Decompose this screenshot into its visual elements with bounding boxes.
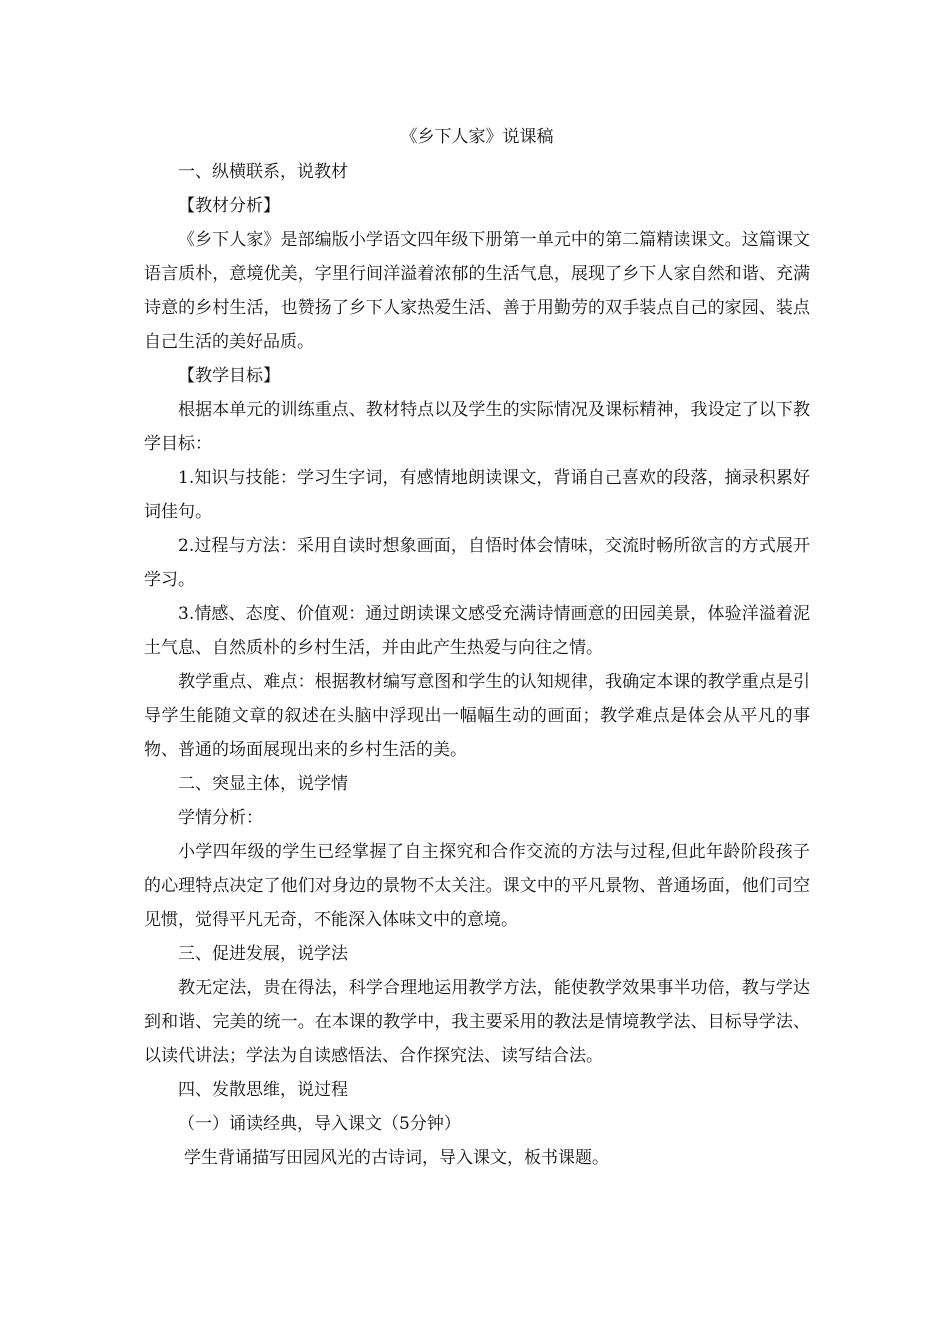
paragraph-textbook-analysis: 《乡下人家》是部编版小学语文四年级下册第一单元中的第二篇精读课文。这篇课文语言质朴，意境优美，字里行间洋溢着浓郁的生活气息，展现了乡下人家自然和谐、充满诗意的乡村生活，也赞扬了乡下人家热爱生活、善于用勤劳的双手装点自己的家园、装点自己生活的美好品质。 (144, 230, 810, 352)
section-heading-methods: 三、促进发展，说学法 (178, 944, 348, 964)
subheading-textbook-analysis: 【教材分析】 (178, 196, 280, 216)
section-heading-process: 四、发散思维，说过程 (178, 1080, 348, 1100)
paragraph-goal-process: 2.过程与方法：采用自读时想象画面，自悟时体会情味，交流时畅所欲言的方式展开学习。 (144, 536, 810, 590)
paragraph-goals-intro: 根据本单元的训练重点、教材特点以及学生的实际情况及课标精神，我设定了以下教学目标： (144, 400, 810, 454)
subheading-process-step-1: （一）诵读经典，导入课文（5分钟） (178, 1114, 461, 1134)
paragraph-goal-knowledge: 1.知识与技能：学习生字词，有感情地朗读课文，背诵自己喜欢的段落，摘录积累好词佳句。 (144, 468, 810, 522)
paragraph-student-analysis: 小学四年级的学生已经掌握了自主探究和合作交流的方法与过程,但此年龄阶段孩子的心理特点决定了他们对身边的景物不太关注。课文中的平凡景物、普通场面，他们司空见惯，觉得平凡无奇，不能深入体味文中的意境。 (144, 842, 810, 930)
document-body (144, 122, 810, 1175)
document-title: 《乡下人家》说课稿 (400, 127, 554, 147)
paragraph-key-points: 教学重点、难点：根据教材编写意图和学生的认知规律，我确定本课的教学重点是引导学生能随文章的叙述在头脑中浮现出一幅幅生动的画面；教学难点是体会从平凡的事物、普通的场面展现出来的乡村生活的美。 (144, 672, 810, 760)
section-heading-students: 二、突显主体，说学情 (178, 774, 348, 794)
paragraph-methods: 教无定法，贵在得法，科学合理地运用教学方法，能使教学效果事半功倍，教与学达到和谐、完美的统一。在本课的教学中，我主要采用的教法是情境教学法、目标导学法、以读代讲法；学法为自读感悟法、合作探究法、读写结合法。 (144, 978, 810, 1066)
subheading-teaching-goals: 【教学目标】 (178, 366, 280, 386)
subheading-student-analysis: 学情分析： (178, 808, 263, 828)
paragraph-process-step-1: 学生背诵描写田园风光的古诗词，导入课文，板书课题。 (184, 1148, 609, 1168)
paragraph-goal-emotion: 3.情感、态度、价值观：通过朗读课文感受充满诗情画意的田园美景，体验洋溢着泥土气息、自然质朴的乡村生活，并由此产生热爱与向往之情。 (144, 604, 810, 658)
section-heading-textbook: 一、纵横联系，说教材 (178, 162, 348, 182)
